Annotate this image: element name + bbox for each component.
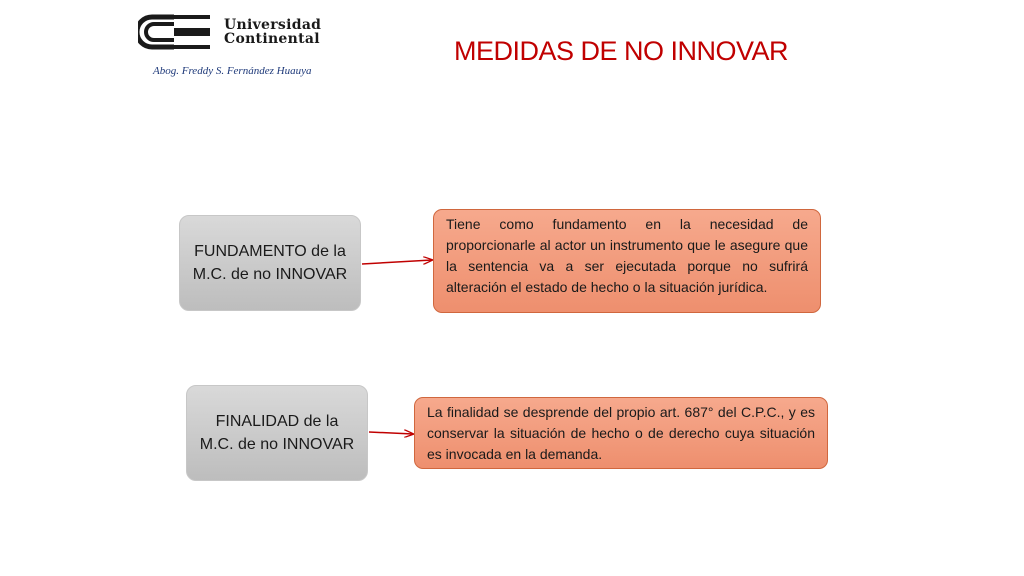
fundamento-label: FUNDAMENTO de la M.C. de no INNOVAR — [192, 243, 348, 283]
university-logo — [138, 14, 338, 54]
fundamento-description-box — [433, 209, 821, 313]
logo-wordmark — [224, 18, 321, 46]
fundamento-description: Tiene como fundamento en la necesidad de proporcionarle al actor un instrumento que le asegure que la sentencia va a ser ejecutada porque no sufrirá alteración el estado de hecho o la situación jurídica. — [446, 216, 808, 295]
finalidad-box — [186, 385, 368, 481]
continental-logo-icon — [138, 14, 214, 50]
fundamento-arrow — [362, 260, 432, 264]
logo-line-1: Universidad — [224, 17, 322, 33]
finalidad-label: FINALIDAD de la M.C. de no INNOVAR — [199, 413, 355, 453]
slide-title: MEDIDAS DE NO INNOVAR — [454, 36, 789, 66]
author-name: Abog. Freddy S. Fernández Huauya — [153, 65, 312, 77]
fundamento-box — [179, 215, 361, 311]
logo-line-2: Continental — [224, 31, 320, 47]
finalidad-description-box — [414, 397, 828, 469]
finalidad-arrow — [369, 432, 413, 434]
finalidad-description: La finalidad se desprende del propio art. 687° del C.P.C., y es conservar la situación de hecho o de derecho cuya situación es invocada en la demanda. — [427, 404, 815, 462]
